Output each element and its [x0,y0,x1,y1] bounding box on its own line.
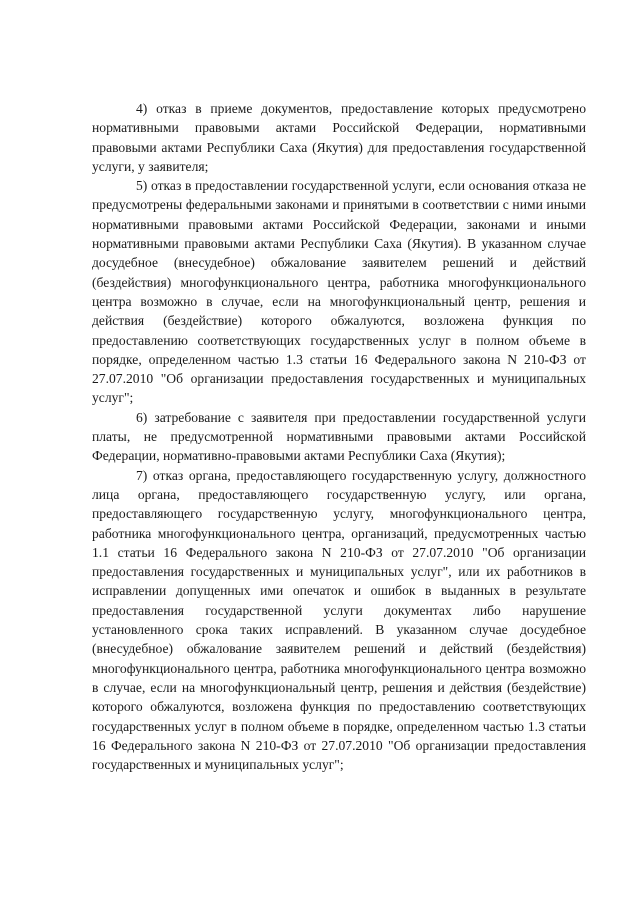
paragraph-item-7: 7) отказ органа, предоставляющего государственную услугу, должностного лица органа, предоставляющего государственную услугу, или органа, предоставляющего государственную услугу, многофункционального центра, работника многофункционального центра, организаций, предусмотренных частью 1.1 статьи 16 Федерального закона N 210-ФЗ от 27.07.2010 "Об организации предоставления государственных и муниципальных услуг", или их работников в исправлении допущенных ими опечаток и ошибок в выданных в результате предоставления государственной услуги документах либо нарушение установленного срока таких исправлений. В указанном случае досудебное (внесудебное) обжалование заявителем решений и действий (бездействия) многофункционального центра, работника многофункционального центра возможно в случае, если на многофункциональный центр, решения и действия (бездействие) которого обжалуются, возложена функция по предоставлению соответствующих государственных услуг в полном объеме в порядке, определенном частью 1.3 статьи 16 Федерального закона N 210-ФЗ от 27.07.2010 "Об организации предоставления государственных и муниципальных услуг"; [92,467,586,773]
paragraph-item-5: 5) отказ в предоставлении государственной услуги, если основания отказа не предусмотрены федеральными законами и принятыми в соответствии с ними иными нормативными правовыми актами Российской Федерации, законами и иными нормативными правовыми актами Республики Саха (Якутия). В указанном случае досудебное (внесудебное) обжалование заявителем решений и действий (бездействия) многофункционального центра, работника многофункционального центра возможно в случае, если на многофункциональный центр, решения и действия (бездействие) которого обжалуются, возложена функция по предоставлению соответствующих государственных услуг в полном объеме в порядке, определенном частью 1.3 статьи 16 Федерального закона N 210-ФЗ от 27.07.2010 "Об организации предоставления государственных и муниципальных услуг"; [92,178,586,406]
paragraph-item-4: 4) отказ в приеме документов, предоставление которых предусмотрено нормативными правовыми актами Российской Федерации, нормативными правовыми актами Республики Саха (Якутия) для предоставления государственной услуги, у заявителя; [92,101,586,174]
paragraph-item-6: 6) затребование с заявителя при предоставлении государственной услуги платы, не предусмотренной нормативными правовыми актами Российской Федерации, нормативно-правовыми актами Республики Саха (Якутия); [92,409,586,464]
document-body [92,99,586,774]
